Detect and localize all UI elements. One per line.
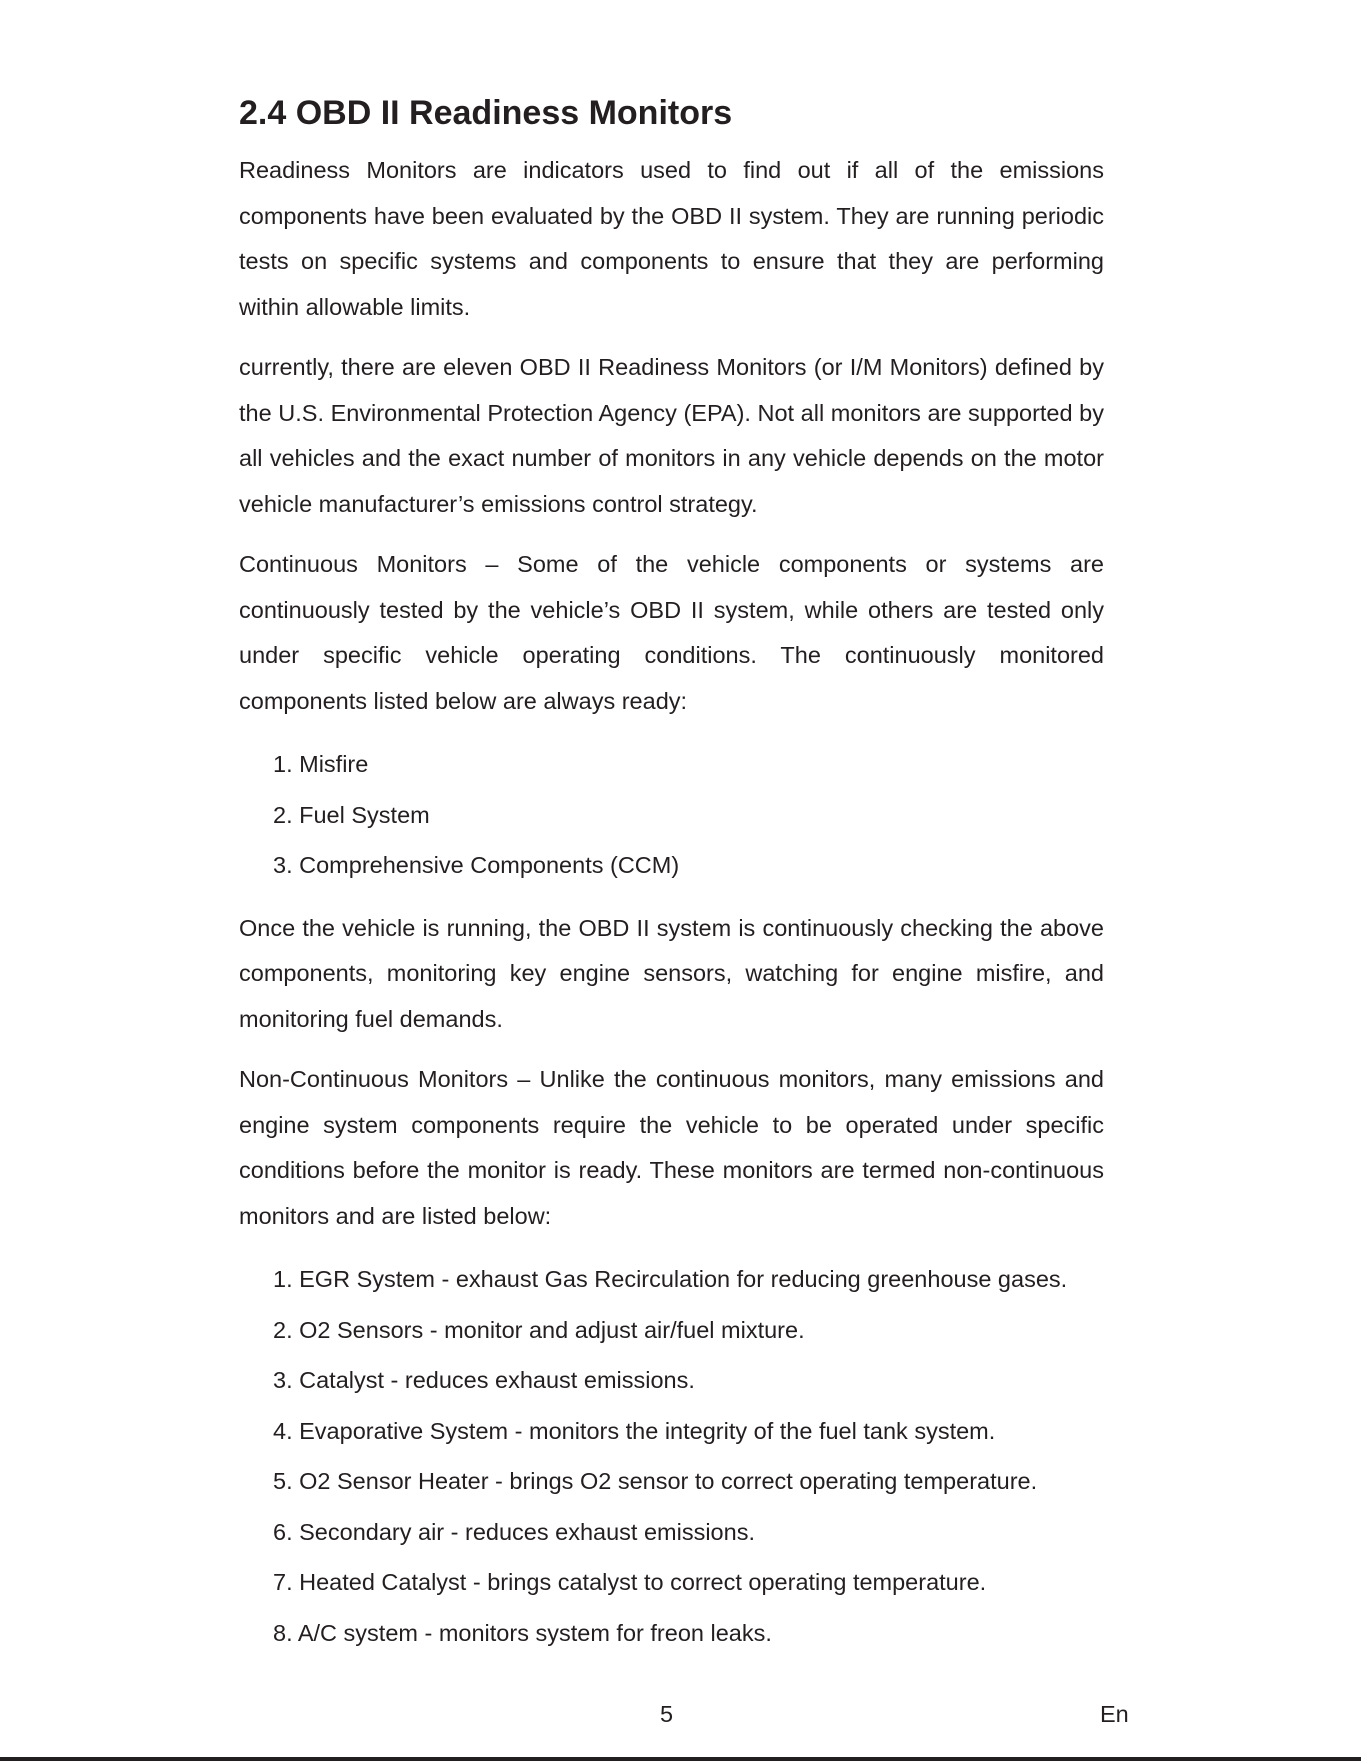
page-footer (0, 1697, 1361, 1731)
paragraph-continuous-monitors: Continuous Monitors – Some of the vehicle components or systems are continuously tested by the vehicle’s OBD II system, while others are tested only under specific vehicle operating conditions. The continuously monitored components listed below are always ready: (239, 551, 1104, 714)
list-item: 7. Heated Catalyst - brings catalyst to correct operating temperature. (273, 1569, 987, 1595)
list-item: 5. O2 Sensor Heater - brings O2 sensor to correct operating temperature. (273, 1468, 1038, 1494)
document-page (239, 88, 1104, 1673)
list-item: 6. Secondary air - reduces exhaust emissions. (273, 1518, 755, 1545)
list-item: 3. Comprehensive Components (CCM) (273, 852, 680, 878)
list-item: 1. Misfire (273, 751, 369, 777)
section-heading: 2.4 OBD II Readiness Monitors (239, 94, 733, 132)
list-item: 2. O2 Sensors - monitor and adjust air/fuel mixture. (273, 1316, 805, 1343)
bottom-divider (0, 1757, 1361, 1761)
list-item: 4. Evaporative System - monitors the integrity of the fuel tank system. (273, 1417, 996, 1444)
list-item: 1. EGR System - exhaust Gas Recirculation for reducing greenhouse gases. (273, 1266, 1068, 1292)
language-code: En (1100, 1701, 1129, 1727)
paragraph-noncontinuous-monitors: Non-Continuous Monitors – Unlike the continuous monitors, many emissions and engine system components require the vehicle to be operated under specific conditions before the monitor is ready. These monitors are termed non-continuous monitors and are listed below: (239, 1066, 1104, 1229)
list-item: 3. Catalyst - reduces exhaust emissions. (273, 1367, 695, 1393)
paragraph-running-check: Once the vehicle is running, the OBD II system is continuously checking the above components, monitoring key engine sensors, watching for engine misfire, and monitoring fuel demands. (239, 914, 1104, 1032)
noncontinuous-monitors-list (239, 1254, 1104, 1658)
continuous-monitors-list (239, 739, 1104, 891)
list-item: 8. A/C system - monitors system for freon leaks. (273, 1619, 772, 1646)
page-number: 5 (660, 1701, 674, 1727)
paragraph-epa: currently, there are eleven OBD II Readiness Monitors (or I/M Monitors) defined by the U.S. Environmental Protection Agency (EPA). Not all monitors are supported by all vehicles and the exact number of monitors in any vehicle depends on the motor vehicle manufacturer’s emissions control strategy. (239, 354, 1104, 517)
paragraph-intro: Readiness Monitors are indicators used to find out if all of the emissions components have been evaluated by the OBD II system. They are running periodic tests on specific systems and components to ensure that they are performing within allowable limits. (239, 157, 1104, 320)
list-item: 2. Fuel System (273, 801, 430, 828)
